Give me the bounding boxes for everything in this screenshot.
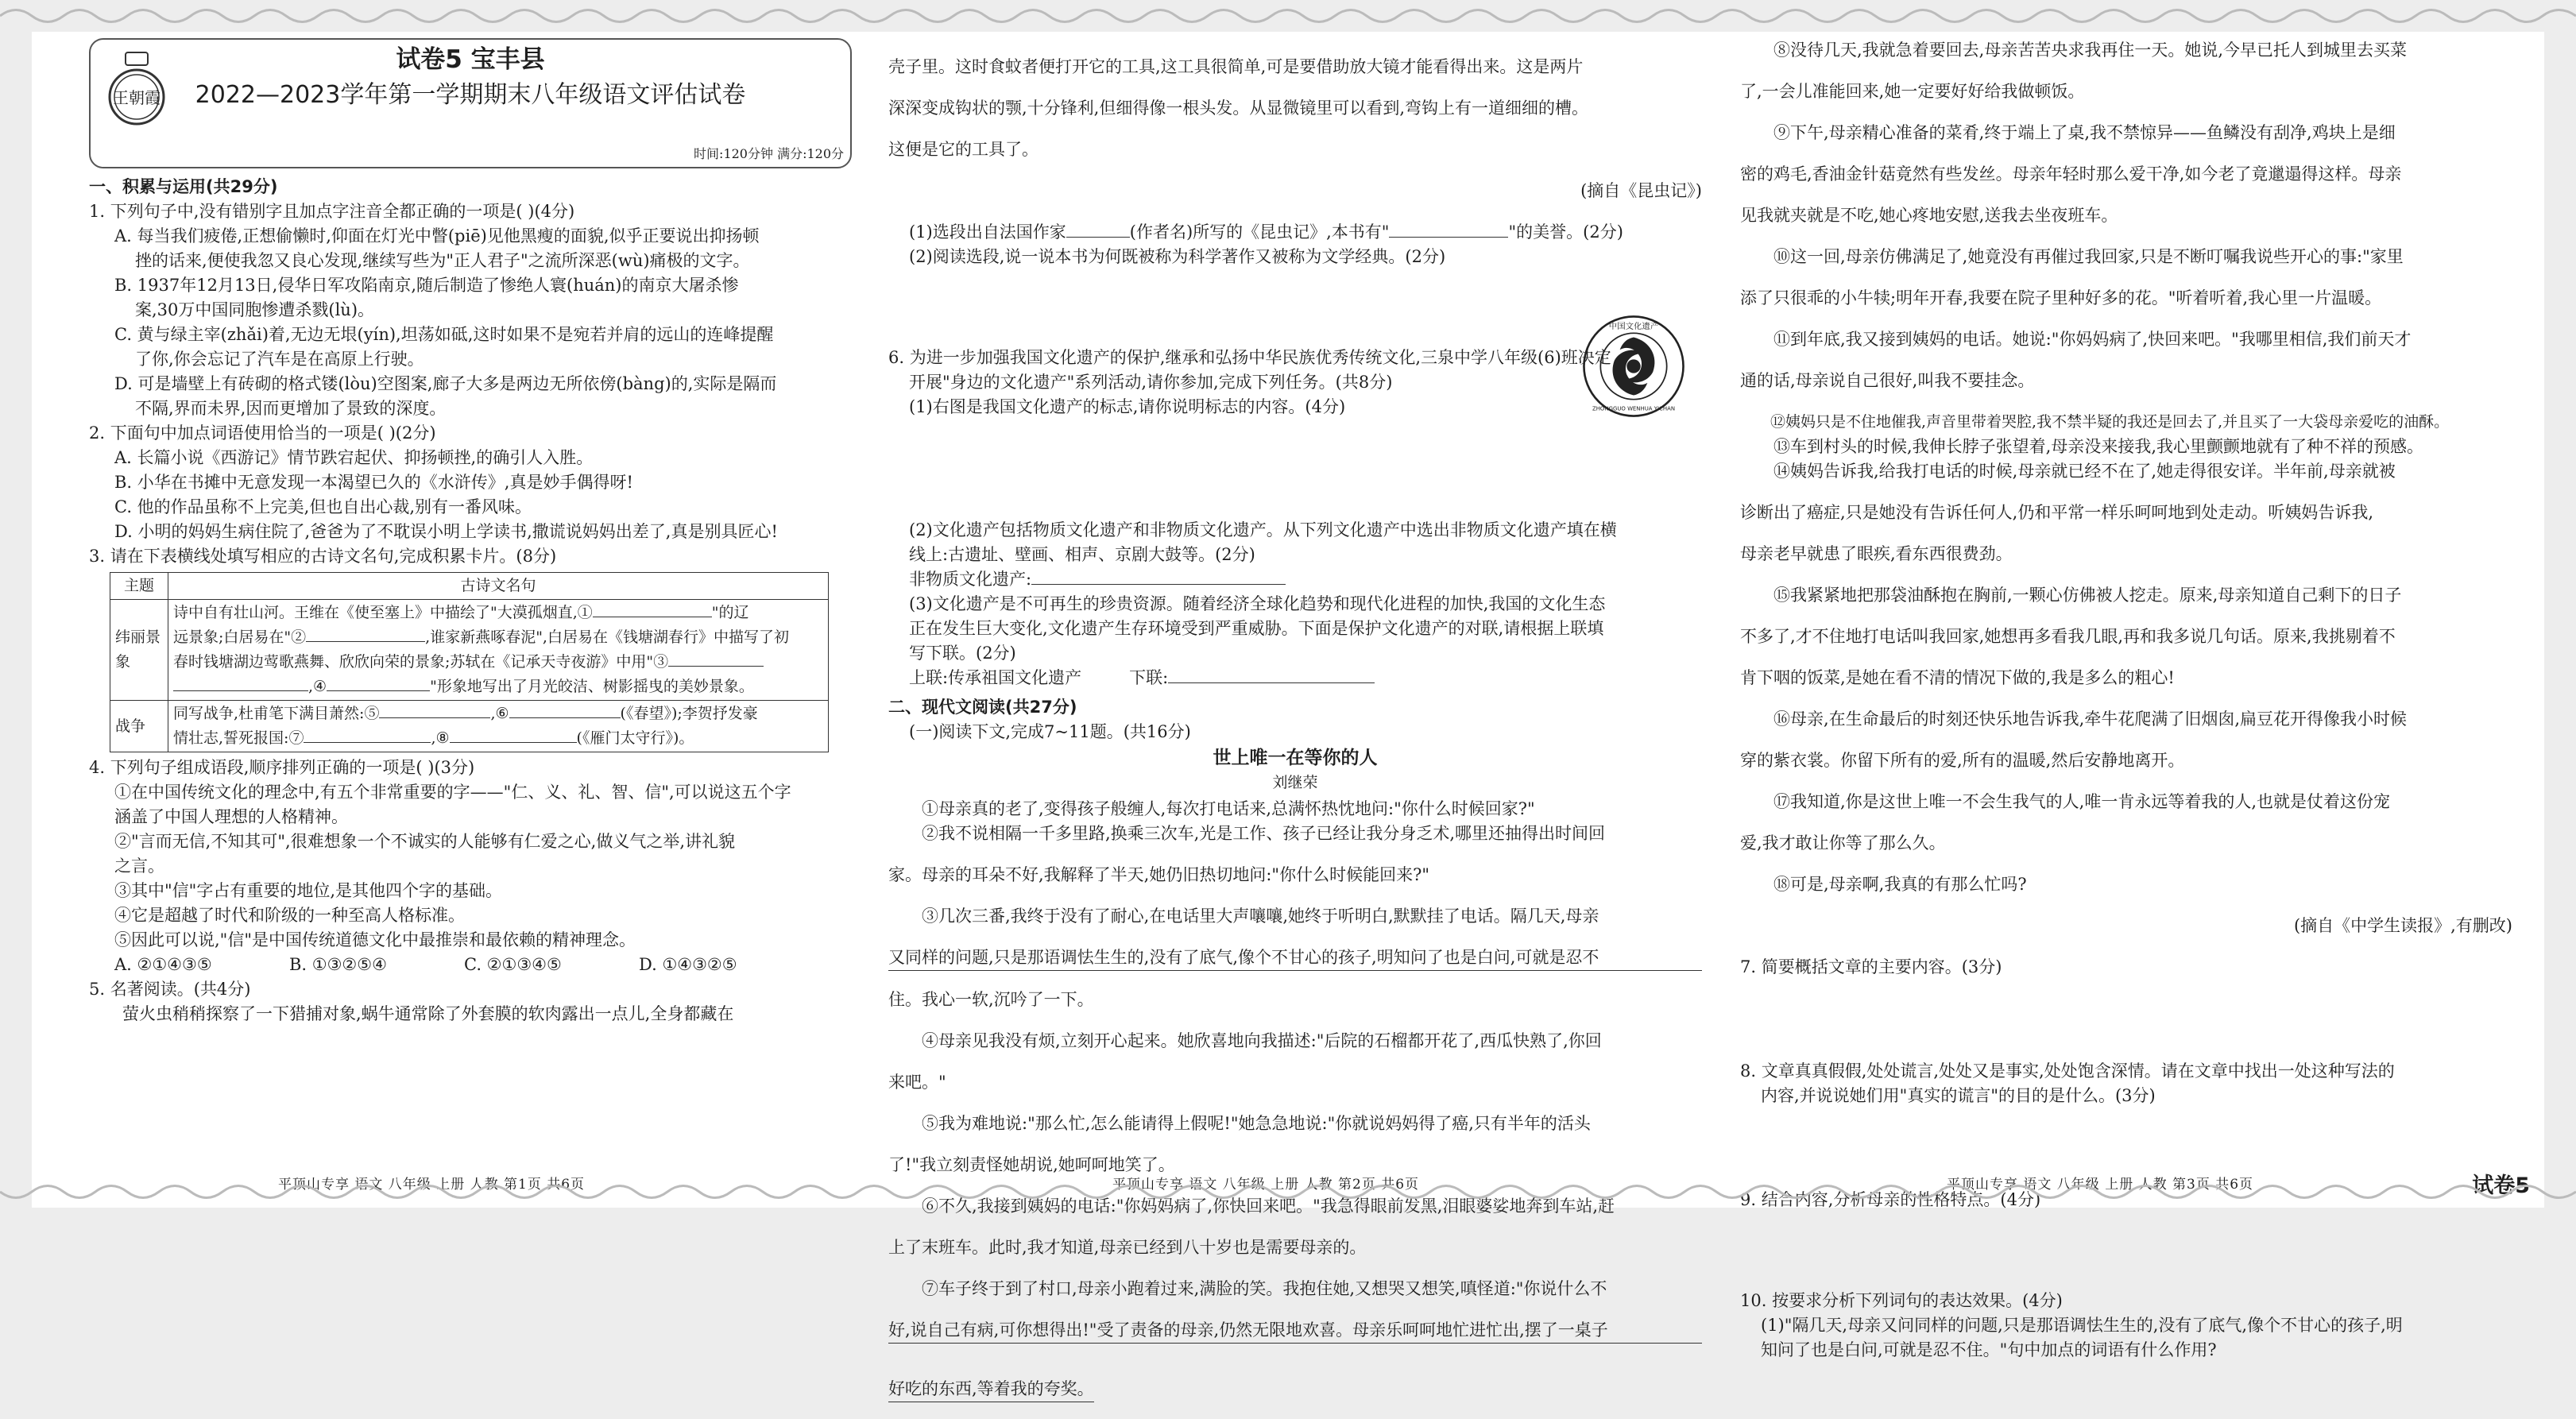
article-para-14b: 诊断出了癌症,只是她没有告诉任何人,仍和平常一样乐呵呵地到处走动。听姨妈告诉我,: [1740, 503, 2374, 522]
question-4: 4. 下列句子组成语段,顺序排列正确的一项是( )(3分): [89, 758, 475, 777]
question-5-1: (1)选段出自法国作家 (作者名)所写的《昆虫记》,本书有" "的美誉。(2分): [909, 222, 1623, 242]
article-para-4b: 来吧。": [888, 1073, 946, 1092]
column-1: [89, 38, 852, 1027]
option-1d: D. 可是墙壁上有砖砌的格式镂(lòu)空图案,廊子大多是两边无所依傍(bàng)的,实际是隔而: [114, 374, 777, 393]
exam-number-badge: 试卷5: [2472, 1173, 2530, 1198]
sentence-4-2: ②"言而无信,不知其可",很难想象一个不诚实的人能够有仁爱之心,做义气之举,讲礼貌: [114, 832, 736, 851]
article-para-3b: 又同样的问题,只是那语调怯生生的,没有了底气,像个不甘心的孩子,明知问了也是白问,可就是忍不: [888, 945, 1702, 971]
reading-intro: (一)阅读下文,完成7~11题。(共16分): [909, 722, 1191, 741]
article-para-18: ⑱可是,母亲啊,我真的有那么忙吗?: [1773, 875, 2027, 894]
question-6-1: (1)右图是我国文化遗产的标志,请你说明标志的内容。(4分): [909, 397, 1346, 416]
wavy-border-bottom: [0, 1176, 2576, 1208]
article-para-5b: 了!"我立刻责怪她胡说,她呵呵地笑了。: [888, 1155, 1175, 1174]
poem-card-table: [110, 572, 829, 752]
table-header-lines: 古诗文名句: [168, 573, 829, 600]
svg-text:王朝霞: 王朝霞: [113, 88, 161, 107]
article-para-15: ⑮我紧紧地把那袋油酥抱在胸前,一颗心仿佛被人挖走。原来,母亲知道自己剩下的日子: [1773, 586, 2402, 605]
sentence-4-1: ①在中国传统文化的理念中,有五个非常重要的字——"仁、义、礼、智、信",可以说这五个字: [114, 783, 791, 802]
article-para-8: ⑧没待几天,我就急着要回去,母亲苦苦央求我再住一天。她说,今早已托人到城里去买菜: [1773, 41, 2408, 60]
article-para-3c: 住。我心一软,沉吟了一下。: [888, 990, 1094, 1009]
question-9: 9. 结合内容,分析母亲的性格特点。(4分): [1740, 1190, 2041, 1209]
svg-text:ZHONGGUO WENHUA YICHAN: ZHONGGUO WENHUA YICHAN: [1592, 405, 1676, 412]
article-para-16b: 穿的紫衣裳。你留下所有的爱,所有的温暖,然后安静地离开。: [1740, 751, 2185, 770]
question-8-cont: 内容,并说说她们用"真实的谎言"的目的是什么。(3分): [1761, 1086, 2156, 1105]
article-para-7c: 好吃的东西,等着我的夸奖。: [888, 1377, 1094, 1402]
row1-content: 诗中自有壮山河。王维在《使至塞上》中描绘了"大漠孤烟直,① "的辽 远景象;白居易在"② ,谁家新燕啄春泥",白居易在《钱塘湖春行》中描写了初 春时钱塘湖边莺歌燕舞、欣欣向荣的景象;苏轼在《记承天寺夜游》中用"③ ,④ "形象地写出了月光皎洁、树影摇曳的美妙景象。: [168, 600, 829, 701]
article-para-9b: 密的鸡毛,香油金针菇竟然有些发丝。母亲年轻时那么爱干净,如今老了竟邋遢得这样。母亲: [1740, 164, 2402, 184]
article-para-9c: 见我就夹就是不吃,她心疼地安慰,送我去坐夜班车。: [1740, 206, 2118, 225]
question-10-1: (1)"隔几天,母亲又问同样的问题,只是那语调怯生生的,没有了底气,像个不甘心的孩子,明: [1761, 1316, 2403, 1335]
option-1a-cont: 挫的话来,便使我忽又良心发现,继续写些为"正人君子"之流所深恶(wù)痛极的文字。: [135, 251, 750, 270]
question-7: 7. 简要概括文章的主要内容。(3分): [1740, 957, 2002, 976]
article-para-17: ⑰我知道,你是这世上唯一不会生我气的人,唯一肯永远等着我的人,也就是仗着这份宠: [1773, 792, 2391, 811]
question-6-2: (2)文化遗产包括物质文化遗产和非物质文化遗产。从下列文化遗产中选出非物质文化遗产填在横: [909, 520, 1617, 539]
couplet: 上联:传承祖国文化遗产 下联:: [909, 666, 1702, 690]
passage-5-source: (摘自《昆虫记》): [1580, 181, 1702, 200]
passage-5-cont2: 深深变成钩状的颚,十分锋利,但细得像一根头发。从显微镜里可以看到,弯钩上有一道细细的槽。: [888, 99, 1589, 118]
options-4: A. ②①④③⑤ B. ①③②⑤④ C. ②①③④⑤ D. ①④③②⑤: [114, 955, 737, 974]
table-header-theme: 主题: [110, 573, 168, 600]
article-para-4: ④母亲见我没有烦,立刻开心起来。她欣喜地向我描述:"后院的石榴都开花了,西瓜快熟了,你回: [922, 1031, 1602, 1050]
exam-subtitle: 2022—2023学年第一学期期末八年级语文评估试卷: [195, 81, 746, 109]
article-para-7b: 好,说自己有病,可你想得出!"受了责备的母亲,仍然无限地欢喜。母亲乐呵呵地忙进忙出,摆了一桌子: [888, 1318, 1702, 1344]
article-para-6b: 上了末班车。此时,我才知道,母亲已经到八十岁也是需要母亲的。: [888, 1238, 1367, 1257]
article-para-6: ⑥不久,我接到姨妈的电话:"你妈妈病了,你快回来吧。"我急得眼前发黑,泪眼婆娑地奔到车站,赶: [922, 1197, 1615, 1216]
article-title: 世上唯一在等你的人: [1213, 748, 1378, 768]
sentence-4-3: ③其中"信"字占有重要的地位,是其他四个字的基础。: [114, 881, 502, 900]
footer-page-2: 平顶山专享 语文 八年级 上册 人教 第2页 共6页: [1112, 1177, 1420, 1193]
question-3: 3. 请在下表横线处填写相应的古诗文名句,完成积累卡片。(8分): [89, 547, 557, 566]
exam-meta: 时间:120分钟 满分:120分: [694, 146, 844, 161]
wavy-border-top: [0, 0, 2576, 32]
column-3: [1740, 38, 2512, 1363]
footer-page-1: 平顶山专享 语文 八年级 上册 人教 第1页 共6页: [278, 1177, 586, 1193]
question-5-2: (2)阅读选段,说一说本书为何既被称为科学著作又被称为文学经典。(2分): [909, 247, 1446, 266]
sentence-4-2b: 之言。: [114, 856, 164, 876]
option-1a: A. 每当我们疲倦,正想偷懒时,仰面在灯光中瞥(piē)见他黑瘦的面貌,似乎正要说出抑扬顿: [114, 226, 760, 246]
article-para-16: ⑯母亲,在生命最后的时刻还快乐地告诉我,牵牛花爬满了旧烟囱,扁豆花开得像我小时候: [1773, 710, 2408, 729]
article-para-2b: 家。母亲的耳朵不好,我解释了半天,她仍旧热切地问:"你什么时候能回来?": [888, 865, 1430, 884]
article-para-2: ②我不说相隔一千多里路,换乘三次车,光是工作、孩子已经让我分身乏术,哪里还抽得出时间回: [922, 824, 1606, 843]
question-6-2-answer: 非物质文化遗产:: [909, 567, 1702, 592]
passage-5: 萤火虫稍稍探察了一下猎捕对象,蜗牛通常除了外套膜的软肉露出一点儿,全身都藏在: [122, 1004, 734, 1023]
svg-text:中国文化遗产: 中国文化遗产: [1608, 322, 1659, 332]
article-para-10b: 添了只很乖的小牛犊;明年开春,我要在院子里种好多的花。"听着听着,我心里一片温暖。: [1740, 288, 2382, 307]
article-para-11b: 通的话,母亲说自己很好,叫我不要挂念。: [1740, 371, 2035, 390]
question-10-1-cont: 知问了也是白问,可就是忍不住。"句中加点的词语有什么作用?: [1761, 1340, 2217, 1359]
passage-5-cont1: 壳子里。这时食蚊者便打开它的工具,这工具很简单,可是要借助放大镜才能看得出来。这是两片: [888, 57, 1584, 76]
article-para-14c: 母亲老早就患了眼疾,看东西很费劲。: [1740, 544, 2013, 563]
option-2a: A. 长篇小说《西游记》情节跌宕起伏、抑扬顿挫,的确引人入胜。: [114, 448, 594, 467]
sentence-4-5: ⑤因此可以说,"信"是中国传统道德文化中最推崇和最依赖的精神理念。: [114, 930, 636, 949]
row2-content: 同写战争,杜甫笔下满目萧然:⑤ ,⑥ (《春望》);李贺抒发豪 情壮志,誓死报国:⑦ ,⑧ (《雁门太守行》)。: [168, 701, 829, 752]
article-para-9: ⑨下午,母亲精心准备的菜肴,终于端上了桌,我不禁惊异——鱼鳞没有刮净,鸡块上是细: [1773, 123, 2396, 142]
option-1c-cont: 了你,你会忘记了汽车是在高原上行驶。: [135, 350, 424, 369]
question-10: 10. 按要求分析下列词句的表达效果。(4分): [1740, 1291, 2063, 1310]
question-6-3-cont: 正在发生巨大变化,文化遗产生存环境受到严重威胁。下面是保护文化遗产的对联,请根据上联填: [909, 619, 1604, 638]
footer-page-3: 平顶山专享 语文 八年级 上册 人教 第3页 共6页: [1947, 1177, 2254, 1193]
article-author: 刘继荣: [1272, 774, 1318, 791]
article-para-1: ①母亲真的老了,变得孩子般缠人,每次打电话来,总满怀热忱地问:"你什么时候回家?": [922, 799, 1535, 818]
article-para-17b: 爱,我才敢让你等了那么久。: [1740, 833, 1946, 853]
sentence-4-4: ④它是超越了时代和阶级的一种至高人格标准。: [114, 906, 465, 925]
sentence-4-1b: 涵盖了中国人理想的人格精神。: [114, 807, 348, 826]
article-para-8b: 了,一会儿准能回来,她一定要好好给我做顿饭。: [1740, 82, 2085, 101]
option-1c: C. 黄与绿主宰(zhǎi)着,无边无垠(yín),坦荡如砥,这时如果不是宛若并肩的远山的连峰提醒: [114, 325, 774, 344]
article-para-5: ⑤我为难地说:"那么忙,怎么能请得上假呢!"她急急地说:"你就说妈妈得了癌,只有半年的活头: [922, 1114, 1591, 1133]
question-6: 6. 为进一步加强我国文化遗产的保护,继承和弘扬中华民族优秀传统文化,三泉中学八年级(6)班决定: [888, 348, 1611, 367]
question-6-2-cont: 线上:古遗址、壁画、相声、京剧大鼓等。(2分): [909, 545, 1255, 564]
option-1b-cont: 案,30万中国同胞惨遭杀戮(lù)。: [135, 300, 375, 319]
article-para-3: ③几次三番,我终于没有了耐心,在电话里大声嚷嚷,她终于听明白,默默挂了电话。隔几天,母亲: [922, 907, 1599, 926]
article-para-7: ⑦车子终于到了村口,母亲小跑着过来,满脸的笑。我抱住她,又想哭又想笑,嗔怪道:"你说什么不: [922, 1279, 1607, 1298]
row2-theme: 战争: [110, 701, 168, 752]
article-para-15c: 肯下咽的饭菜,是她在看不清的情况下做的,我是多么的粗心!: [1740, 668, 2175, 687]
exam-header: [89, 38, 852, 168]
article-para-14: ⑭姨妈告诉我,给我打电话的时候,母亲就已经不在了,她走得很安详。半年前,母亲就被: [1773, 462, 2396, 481]
question-6-cont: 开展"身边的文化遗产"系列活动,请你参加,完成下列任务。(共8分): [909, 373, 1393, 392]
passage-5-cont3: 这便是它的工具了。: [888, 140, 1039, 159]
question-2: 2. 下面句中加点词语使用恰当的一项是( )(2分): [89, 423, 436, 443]
cultural-heritage-emblem-icon: [1581, 314, 1686, 419]
option-1d-cont: 不隔,界而未界,因而更增加了景致的深度。: [135, 399, 447, 418]
section-title-1: 一、积累与运用(共29分): [89, 177, 278, 196]
article-source: (摘自《中学生读报》,有删改): [2293, 916, 2512, 935]
article-para-12: ⑫姨妈只是不住地催我,声音里带着哭腔,我不禁半疑的我还是回去了,并且买了一大袋母亲爱吃的油酥。: [1770, 413, 2450, 431]
article-para-10: ⑩这一回,母亲仿佛满足了,她竟没有再催过我回家,只是不断叮嘱我说些开心的事:"家里: [1773, 247, 2404, 266]
question-8: 8. 文章真真假假,处处谎言,处处又是事实,处处饱含深情。请在文章中找出一处这种写法的: [1740, 1061, 2395, 1081]
question-6-3: (3)文化遗产是不可再生的珍贵资源。随着经济全球化趋势和现代化进程的加快,我国的文化生态: [909, 594, 1606, 613]
article-para-15b: 不多了,才不住地打电话叫我回家,她想再多看我几眼,再和我多说几句话。原来,我挑剔着不: [1740, 627, 2396, 646]
question-1: 1. 下列句子中,没有错别字且加点字注音全都正确的一项是( )(4分): [89, 202, 575, 221]
question-6-3-cont2: 写下联。(2分): [909, 644, 1016, 663]
article-para-11: ⑪到年底,我又接到姨妈的电话。她说:"你妈妈病了,快回来吧。"我哪里相信,我们前天才: [1773, 330, 2412, 349]
question-5: 5. 名著阅读。(共4分): [89, 980, 251, 999]
column-2: [888, 38, 1702, 1419]
option-2b: B. 小华在书摊中无意发现一本渴望已久的《水浒传》,真是妙手偶得呀!: [114, 473, 633, 492]
section-title-2: 二、现代文阅读(共27分): [888, 698, 1077, 717]
row1-theme: 纬丽景象: [110, 600, 168, 701]
option-2d: D. 小明的妈妈生病住院了,爸爸为了不耽误小明上学读书,撒谎说妈妈出差了,真是别具匠心!: [114, 522, 778, 541]
exam-title: 试卷5 宝丰县: [396, 45, 545, 74]
option-2c: C. 他的作品虽称不上完美,但也自出心裁,别有一番风味。: [114, 497, 532, 516]
option-1b: B. 1937年12月13日,侵华日军攻陷南京,随后制造了惨绝人寰(huán)的南京大屠杀惨: [114, 276, 739, 295]
article-para-13: ⑬车到村头的时候,我伸长脖子张望着,母亲没来接我,我心里颤颤地就有了种不祥的预感。: [1773, 437, 2424, 456]
